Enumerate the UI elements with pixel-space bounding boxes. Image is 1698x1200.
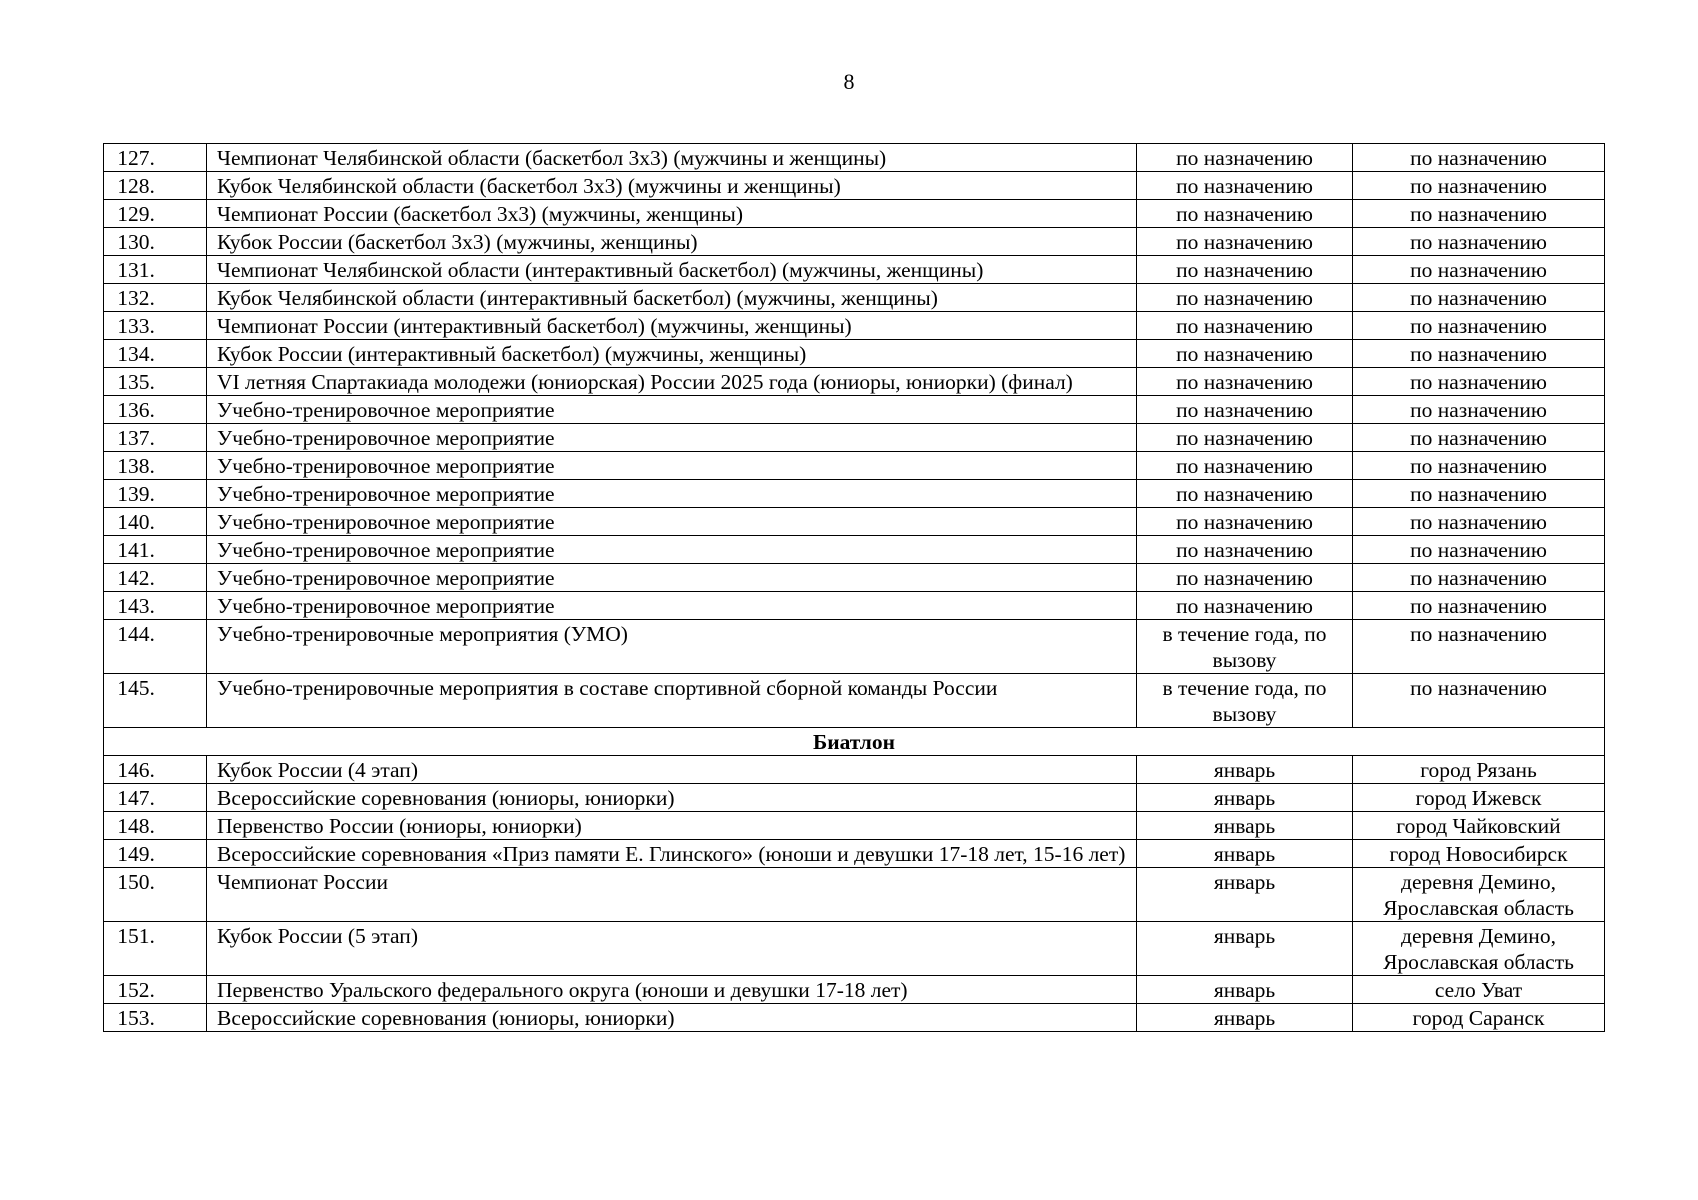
- event-date: по назначению: [1137, 340, 1353, 368]
- table-row: [104, 1004, 1605, 1032]
- event-place: по назначению: [1353, 396, 1605, 424]
- event-name: Первенство России (юниоры, юниорки): [207, 812, 1137, 840]
- event-date: январь: [1137, 784, 1353, 812]
- event-date: январь: [1137, 1004, 1353, 1032]
- row-number: 137.: [104, 424, 207, 452]
- table-row: [104, 592, 1605, 620]
- row-number: 132.: [104, 284, 207, 312]
- event-name: Первенство Уральского федерального округа (юноши и девушки 17-18 лет): [207, 976, 1137, 1004]
- table-row: [104, 674, 1605, 728]
- event-name: Учебно-тренировочное мероприятие: [207, 592, 1137, 620]
- page-number: 8: [843, 69, 855, 94]
- event-place: по назначению: [1353, 620, 1605, 674]
- event-date: по назначению: [1137, 592, 1353, 620]
- table-row: [104, 620, 1605, 674]
- section-title: Биатлон: [104, 728, 1605, 756]
- row-number: 135.: [104, 368, 207, 396]
- event-name: Всероссийские соревнования (юниоры, юниорки): [207, 1004, 1137, 1032]
- event-date: по назначению: [1137, 396, 1353, 424]
- table-row: [104, 508, 1605, 536]
- event-date: январь: [1137, 922, 1353, 976]
- event-place: по назначению: [1353, 564, 1605, 592]
- section-header-row: [104, 728, 1605, 756]
- event-place: по назначению: [1353, 480, 1605, 508]
- event-date: январь: [1137, 812, 1353, 840]
- table-row: [104, 368, 1605, 396]
- event-name: Учебно-тренировочное мероприятие: [207, 396, 1137, 424]
- event-date: по назначению: [1137, 564, 1353, 592]
- row-number: 142.: [104, 564, 207, 592]
- table-row: [104, 536, 1605, 564]
- table-row: [104, 976, 1605, 1004]
- row-number: 144.: [104, 620, 207, 674]
- event-place: город Рязань: [1353, 756, 1605, 784]
- event-place: деревня Демино, Ярославская область: [1353, 868, 1605, 922]
- event-place: село Уват: [1353, 976, 1605, 1004]
- event-name: Кубок Челябинской области (баскетбол 3х3) (мужчины и женщины): [207, 172, 1137, 200]
- event-place: город Новосибирск: [1353, 840, 1605, 868]
- event-name: Учебно-тренировочное мероприятие: [207, 564, 1137, 592]
- row-number: 147.: [104, 784, 207, 812]
- row-number: 153.: [104, 1004, 207, 1032]
- event-date: по назначению: [1137, 424, 1353, 452]
- event-place: город Ижевск: [1353, 784, 1605, 812]
- event-date: по назначению: [1137, 144, 1353, 172]
- table-row: [104, 784, 1605, 812]
- event-name: VI летняя Спартакиада молодежи (юниорская) России 2025 года (юниоры, юниорки) (финал): [207, 368, 1137, 396]
- event-date: по назначению: [1137, 256, 1353, 284]
- table-row: [104, 340, 1605, 368]
- table-row: [104, 228, 1605, 256]
- event-name: Учебно-тренировочное мероприятие: [207, 480, 1137, 508]
- event-date: в течение года, по вызову: [1137, 620, 1353, 674]
- row-number: 127.: [104, 144, 207, 172]
- event-name: Всероссийские соревнования (юниоры, юниорки): [207, 784, 1137, 812]
- event-date: в течение года, по вызову: [1137, 674, 1353, 728]
- table-body-top: [104, 144, 1605, 728]
- event-place: по назначению: [1353, 536, 1605, 564]
- row-number: 150.: [104, 868, 207, 922]
- row-number: 146.: [104, 756, 207, 784]
- table-row: [104, 756, 1605, 784]
- row-number: 130.: [104, 228, 207, 256]
- row-number: 152.: [104, 976, 207, 1004]
- row-number: 151.: [104, 922, 207, 976]
- event-place: по назначению: [1353, 452, 1605, 480]
- event-place: город Чайковский: [1353, 812, 1605, 840]
- table-row: [104, 312, 1605, 340]
- table-row: [104, 564, 1605, 592]
- event-date: по назначению: [1137, 228, 1353, 256]
- table-row: [104, 868, 1605, 922]
- event-date: по назначению: [1137, 508, 1353, 536]
- event-place: по назначению: [1353, 592, 1605, 620]
- table-row: [104, 396, 1605, 424]
- row-number: 140.: [104, 508, 207, 536]
- table-row: [104, 840, 1605, 868]
- event-name: Учебно-тренировочное мероприятие: [207, 508, 1137, 536]
- event-name: Чемпионат России: [207, 868, 1137, 922]
- event-name: Чемпионат России (интерактивный баскетбол) (мужчины, женщины): [207, 312, 1137, 340]
- row-number: 131.: [104, 256, 207, 284]
- event-date: январь: [1137, 756, 1353, 784]
- event-name: Чемпионат Челябинской области (баскетбол 3х3) (мужчины и женщины): [207, 144, 1137, 172]
- event-date: по назначению: [1137, 452, 1353, 480]
- row-number: 139.: [104, 480, 207, 508]
- event-name: Учебно-тренировочное мероприятие: [207, 536, 1137, 564]
- event-place: по назначению: [1353, 172, 1605, 200]
- row-number: 143.: [104, 592, 207, 620]
- event-place: по назначению: [1353, 312, 1605, 340]
- table-row: [104, 200, 1605, 228]
- row-number: 133.: [104, 312, 207, 340]
- event-place: по назначению: [1353, 144, 1605, 172]
- event-date: январь: [1137, 976, 1353, 1004]
- event-name: Кубок России (интерактивный баскетбол) (мужчины, женщины): [207, 340, 1137, 368]
- row-number: 138.: [104, 452, 207, 480]
- row-number: 129.: [104, 200, 207, 228]
- table-row: [104, 480, 1605, 508]
- event-place: по назначению: [1353, 340, 1605, 368]
- event-place: по назначению: [1353, 368, 1605, 396]
- table-body-bottom: [104, 756, 1605, 1032]
- event-name: Чемпионат России (баскетбол 3х3) (мужчины, женщины): [207, 200, 1137, 228]
- event-date: по назначению: [1137, 172, 1353, 200]
- event-name: Кубок Челябинской области (интерактивный баскетбол) (мужчины, женщины): [207, 284, 1137, 312]
- event-date: по назначению: [1137, 480, 1353, 508]
- table-row: [104, 144, 1605, 172]
- event-place: город Саранск: [1353, 1004, 1605, 1032]
- event-date: по назначению: [1137, 536, 1353, 564]
- row-number: 149.: [104, 840, 207, 868]
- event-place: деревня Демино, Ярославская область: [1353, 922, 1605, 976]
- event-date: январь: [1137, 840, 1353, 868]
- table-row: [104, 284, 1605, 312]
- event-name: Кубок России (баскетбол 3х3) (мужчины, женщины): [207, 228, 1137, 256]
- row-number: 145.: [104, 674, 207, 728]
- event-place: по назначению: [1353, 424, 1605, 452]
- event-date: по назначению: [1137, 200, 1353, 228]
- row-number: 136.: [104, 396, 207, 424]
- row-number: 128.: [104, 172, 207, 200]
- row-number: 134.: [104, 340, 207, 368]
- table-row: [104, 424, 1605, 452]
- row-number: 148.: [104, 812, 207, 840]
- event-name: Учебно-тренировочное мероприятие: [207, 424, 1137, 452]
- event-place: по назначению: [1353, 228, 1605, 256]
- event-place: по назначению: [1353, 200, 1605, 228]
- event-name: Кубок России (4 этап): [207, 756, 1137, 784]
- section-header-row-group: [104, 728, 1605, 756]
- event-date: по назначению: [1137, 368, 1353, 396]
- event-name: Учебно-тренировочные мероприятия в составе спортивной сборной команды России: [207, 674, 1137, 728]
- table-row: [104, 812, 1605, 840]
- table-row: [104, 256, 1605, 284]
- event-place: по назначению: [1353, 674, 1605, 728]
- table-row: [104, 172, 1605, 200]
- event-name: Учебно-тренировочное мероприятие: [207, 452, 1137, 480]
- event-name: Учебно-тренировочные мероприятия (УМО): [207, 620, 1137, 674]
- events-table: [103, 143, 1605, 1032]
- event-place: по назначению: [1353, 256, 1605, 284]
- event-name: Кубок России (5 этап): [207, 922, 1137, 976]
- event-name: Всероссийские соревнования «Приз памяти Е. Глинского» (юноши и девушки 17-18 лет, 15-16 лет): [207, 840, 1137, 868]
- event-date: по назначению: [1137, 312, 1353, 340]
- event-date: по назначению: [1137, 284, 1353, 312]
- event-date: январь: [1137, 868, 1353, 922]
- table-row: [104, 922, 1605, 976]
- row-number: 141.: [104, 536, 207, 564]
- event-name: Чемпионат Челябинской области (интерактивный баскетбол) (мужчины, женщины): [207, 256, 1137, 284]
- table-row: [104, 452, 1605, 480]
- event-place: по назначению: [1353, 508, 1605, 536]
- event-place: по назначению: [1353, 284, 1605, 312]
